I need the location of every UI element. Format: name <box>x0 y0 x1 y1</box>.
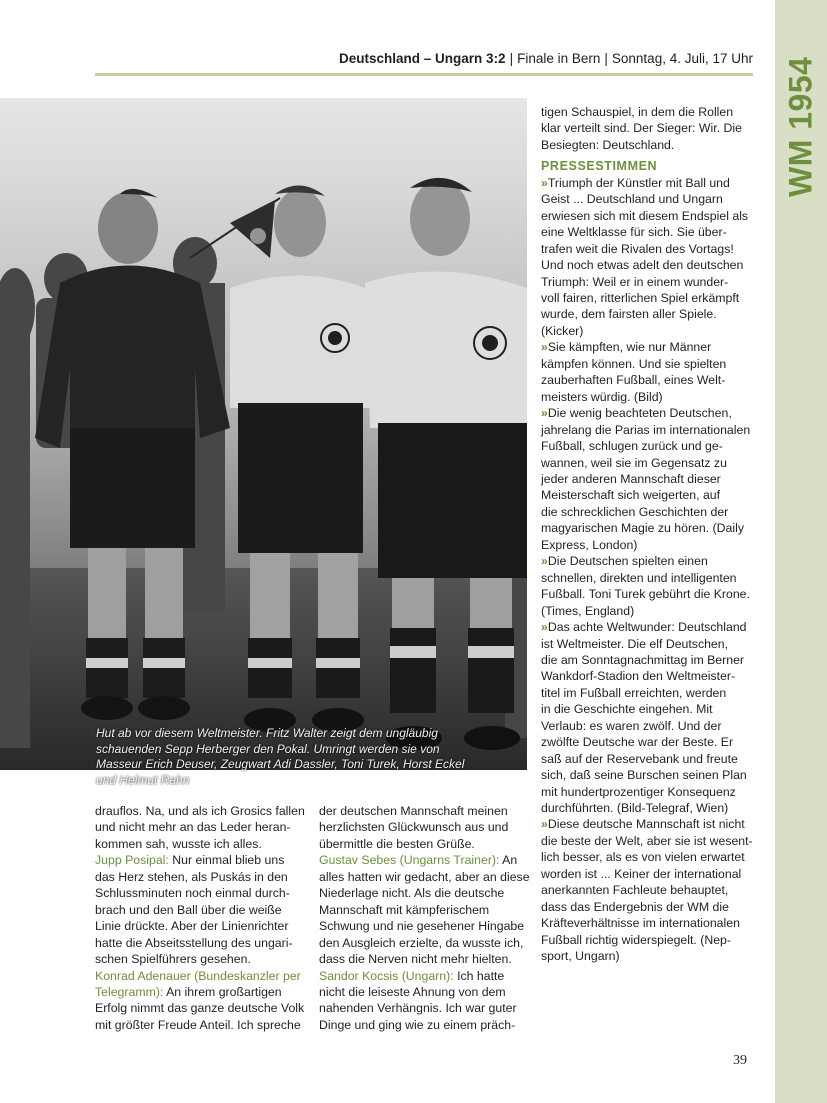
text-line <box>95 836 305 852</box>
quote-line <box>541 833 756 849</box>
line-text: Schlussminuten noch einmal durch- <box>95 886 290 901</box>
sidebar-title: WM 1954 <box>782 56 819 198</box>
quote-marker: » <box>541 554 548 569</box>
quote-text: sport, Ungarn) <box>541 949 620 964</box>
quote-line <box>541 224 756 240</box>
caption-line: Hut ab vor diesem Weltmeister. Fritz Walter zeigt dem ungläubig <box>96 726 438 740</box>
quote-text: Die Deutschen spielten einen <box>547 554 708 569</box>
quote-marker: » <box>541 406 548 421</box>
intro-line: tigen Schauspiel, in dem die Rollen <box>541 105 734 119</box>
quote-marker: » <box>541 175 548 190</box>
quote-line <box>541 570 756 586</box>
quote-text: Die wenig beachteten Deutschen, <box>547 406 732 421</box>
quote-line <box>541 422 756 438</box>
quote-line <box>541 471 756 487</box>
quote-text: zwölfte Deutsche war der Beste. Er <box>541 735 734 750</box>
quote-text: jahrelang die Parias im internationalen <box>541 422 751 437</box>
quote-line <box>541 306 756 322</box>
quote-line <box>541 800 756 816</box>
text-line <box>319 1000 529 1016</box>
line-text: nahenden Verhängnis. Ich war guter <box>319 1001 517 1016</box>
line-text: Erfolg nimmt das ganze deutsche Volk <box>95 1001 305 1016</box>
quote-text: Triumph der Künstler mit Ball und <box>547 175 730 190</box>
quote-text: eine Weltklasse für sich. Sie über- <box>541 225 727 240</box>
quote-text: die beste der Welt, aber sie ist wesent- <box>541 833 753 848</box>
quote-line <box>541 339 756 355</box>
quote-line <box>541 751 756 767</box>
quote-text: Triumph: Weil er in einem wunder- <box>541 274 729 289</box>
left-column <box>95 803 305 1033</box>
quote-line <box>541 784 756 800</box>
quote-line <box>541 948 756 964</box>
quote-line <box>541 652 756 668</box>
quote-text: wurde, dem fairsten aller Spiele. <box>541 307 717 322</box>
quote-text: Fußball richtig widerspiegelt. (Nep- <box>541 932 731 947</box>
line-text: alles hatten wir gedacht, aber an diese <box>319 869 530 884</box>
text-line <box>95 803 305 819</box>
line-text: Ich hatte <box>453 968 505 983</box>
intro-line: Besiegten: Deutschland. <box>541 137 675 152</box>
quote-line <box>541 603 756 619</box>
quote-text: saß auf der Reservebank und freute <box>541 751 738 766</box>
quote-text: Geist ... Deutschland und Ungarn <box>541 192 723 207</box>
quote-line <box>541 389 756 405</box>
quote-text: schnellen, direkten und intelligenten <box>541 570 737 585</box>
quote-line <box>541 323 756 339</box>
speaker-name: Konrad Adenauer (Bundeskanzler per <box>95 968 301 983</box>
quote-text: ist Weltmeister. Die elf Deutschen, <box>541 636 729 651</box>
press-quotes <box>541 175 756 965</box>
quote-text: wannen, weil sie im Gegensatz zu <box>541 455 727 470</box>
quote-marker: » <box>541 817 548 832</box>
speaker-name: Jupp Posipal: <box>95 853 169 868</box>
text-line <box>95 885 305 901</box>
quote-text: kämpfen können. Und sie spielten <box>541 356 727 371</box>
quote-line <box>541 241 756 257</box>
quote-text: Verlaub: es waren zwölf. Und der <box>541 718 722 733</box>
quote-line <box>541 816 756 832</box>
speaker-name: Telegramm): <box>95 984 164 999</box>
quote-line <box>541 372 756 388</box>
line-text: schen Spielführers gesehen. <box>95 952 251 967</box>
text-line <box>95 902 305 918</box>
text-line <box>319 869 529 885</box>
quote-line <box>541 356 756 372</box>
text-line <box>95 869 305 885</box>
quote-text: anerkannten Fachleute behauptet, <box>541 883 729 898</box>
line-text: Mannschaft mit kämpferischem <box>319 902 490 917</box>
quote-line <box>541 932 756 948</box>
quote-text: (Times, England) <box>541 603 635 618</box>
quote-line <box>541 208 756 224</box>
quote-text: lich besser, als es von vielen erwartet <box>541 850 745 865</box>
line-text: dass die Nerven nicht mehr hielten. <box>319 952 512 967</box>
caption-line: und Helmut Rahn <box>96 772 190 787</box>
line-text: Linie drückte. Aber der Linienrichter <box>95 919 289 934</box>
text-line <box>319 902 529 918</box>
photo-caption <box>96 726 491 788</box>
speaker-name: Gustav Sebes (Ungarns Trainer): <box>319 853 500 868</box>
text-line <box>319 836 529 852</box>
line-text: mit größter Freude Anteil. Ich spreche <box>95 1017 301 1032</box>
text-line <box>95 935 305 951</box>
text-line <box>319 819 529 835</box>
quote-marker: » <box>541 620 548 635</box>
line-text: nicht die leiseste Ahnung von dem <box>319 984 506 999</box>
text-line <box>319 951 529 967</box>
quote-text: erwiesen sich mit diesem Endspiel als <box>541 208 749 223</box>
quote-text: trafen weit die Rivalen des Vortags! <box>541 241 734 256</box>
text-line <box>95 1017 305 1033</box>
quote-text: Wankdorf-Stadion den Weltmeister- <box>541 669 736 684</box>
quote-line <box>541 455 756 471</box>
text-line <box>95 852 305 868</box>
quote-text: Das achte Weltwunder: Deutschland <box>547 620 747 635</box>
quote-line <box>541 257 756 273</box>
quote-text: Fußball, schlugen zurück und ge- <box>541 439 723 454</box>
quote-marker: » <box>541 340 548 355</box>
line-text: hatte die Abseitsstellung des ungari- <box>95 935 293 950</box>
quote-text: jeder anderen Mannschaft dieser <box>541 471 721 486</box>
quote-line <box>541 553 756 569</box>
quote-line <box>541 701 756 717</box>
text-line <box>319 1017 529 1033</box>
quote-text: worden ist ... Keiner der international <box>541 866 742 881</box>
quote-line <box>541 899 756 915</box>
quote-line <box>541 619 756 635</box>
quote-line <box>541 718 756 734</box>
quote-text: Kräfteverhältnisse im internationalen <box>541 916 740 931</box>
quote-text: zauberhaften Fußball, eines Welt- <box>541 373 726 388</box>
quote-text: meisters würdig. (Bild) <box>541 389 663 404</box>
text-line <box>95 984 305 1000</box>
quote-line <box>541 504 756 520</box>
quote-text: magyarischen Magie zu hören. (Daily <box>541 521 744 536</box>
quote-text: mit hundertprozentiger Konsequenz <box>541 784 736 799</box>
quote-text: Sie kämpften, wie nur Männer <box>547 340 712 355</box>
quote-text: Meisterschaft sich weigerten, auf <box>541 488 721 503</box>
line-text: und nicht mehr an das Leder heran- <box>95 820 291 835</box>
quote-text: Diese deutsche Mannschaft ist nicht <box>547 817 745 832</box>
text-line <box>95 968 305 984</box>
quote-line <box>541 175 756 191</box>
quote-text: in die Geschichte eingehen. Mit <box>541 702 713 717</box>
quote-line <box>541 274 756 290</box>
section-title: PRESSESTIMMEN <box>541 159 658 174</box>
header-date: Sonntag, 4. Juli, 17 Uhr <box>611 51 753 66</box>
right-column <box>541 104 756 965</box>
quote-line <box>541 191 756 207</box>
text-line <box>319 935 529 951</box>
text-line <box>95 918 305 934</box>
intro-line: klar verteilt sind. Der Sieger: Wir. Die <box>541 121 742 136</box>
line-text: herzlichsten Glückwunsch aus und <box>319 820 509 835</box>
middle-column <box>319 803 529 1033</box>
header-rule <box>95 73 753 76</box>
line-text: den Ausgleich erzielte, da wusste ich, <box>319 935 524 950</box>
team-photo-illustration <box>0 98 527 770</box>
quote-line <box>541 915 756 931</box>
caption-line: schauenden Sepp Herberger den Pokal. Umringt werden sie von <box>96 741 440 756</box>
line-text: drauflos. Na, und als ich Grosics fallen <box>95 804 305 818</box>
header-match: Deutschland – Ungarn 3:2 <box>339 51 506 66</box>
quote-line <box>541 537 756 553</box>
line-text: der deutschen Mannschaft meinen <box>319 804 508 818</box>
quote-text: (Kicker) <box>541 323 584 338</box>
quote-text: die schrecklichen Geschichten der <box>541 504 729 519</box>
page-number: 39 <box>733 1053 747 1068</box>
quote-line <box>541 487 756 503</box>
quote-line <box>541 767 756 783</box>
quote-text: Express, London) <box>541 537 638 552</box>
quote-line <box>541 866 756 882</box>
text-line <box>319 984 529 1000</box>
quote-line <box>541 734 756 750</box>
header-event: Finale in Bern <box>517 51 601 66</box>
quote-line <box>541 636 756 652</box>
quote-text: Fußball. Toni Turek gebührt die Krone. <box>541 587 750 602</box>
team-photo <box>0 98 527 770</box>
quote-text: titel im Fußball erreichten, werden <box>541 685 727 700</box>
quote-line <box>541 586 756 602</box>
quote-text: Und noch etwas adelt den deutschen <box>541 258 744 273</box>
quote-line <box>541 849 756 865</box>
page-header: Deutschland – Ungarn 3:2 | Finale in Bern | Sonntag, 4. Juli, 17 Uhr <box>339 51 753 66</box>
text-line <box>95 819 305 835</box>
line-text: Dinge und ging wie zu einem präch- <box>319 1017 516 1032</box>
line-text: das Herz stehen, als Puskás in den <box>95 869 288 884</box>
text-line <box>95 1000 305 1016</box>
quote-line <box>541 438 756 454</box>
quote-line <box>541 882 756 898</box>
text-line <box>319 918 529 934</box>
text-line <box>95 951 305 967</box>
line-text: An ihrem großartigen <box>163 984 282 999</box>
text-line <box>319 852 529 868</box>
quote-text: die am Sonntagnachmittag im Berner <box>541 652 745 667</box>
text-line <box>319 803 529 819</box>
quote-line <box>541 685 756 701</box>
line-text: kommen sah, wusste ich alles. <box>95 836 262 851</box>
quote-line <box>541 520 756 536</box>
quote-text: dass das Endergebnis der WM die <box>541 899 729 914</box>
quote-line <box>541 290 756 306</box>
line-text: An <box>499 853 518 868</box>
line-text: übermittle die besten Grüße. <box>319 836 475 851</box>
speaker-name: Sandor Kocsis (Ungarn): <box>319 968 454 983</box>
quote-line <box>541 405 756 421</box>
quote-text: durchführten. (Bild-Telegraf, Wien) <box>541 801 729 816</box>
caption-line: Masseur Erich Deuser, Zeugwart Adi Dassler, Toni Turek, Horst Eckel <box>96 757 465 771</box>
line-text: Nur einmal blieb uns <box>168 853 285 868</box>
line-text: Niederlage nicht. Als die deutsche <box>319 886 505 901</box>
text-line <box>319 968 529 984</box>
quote-text: sich, daß seine Burschen seinen Plan <box>541 768 747 783</box>
line-text: brach und den Ball über die weiße <box>95 902 282 917</box>
quote-line <box>541 668 756 684</box>
text-line <box>319 885 529 901</box>
quote-text: voll fairen, ritterlichen Spiel erkämpft <box>541 290 740 305</box>
line-text: Schwung und nie gesehener Hingabe <box>319 919 525 934</box>
